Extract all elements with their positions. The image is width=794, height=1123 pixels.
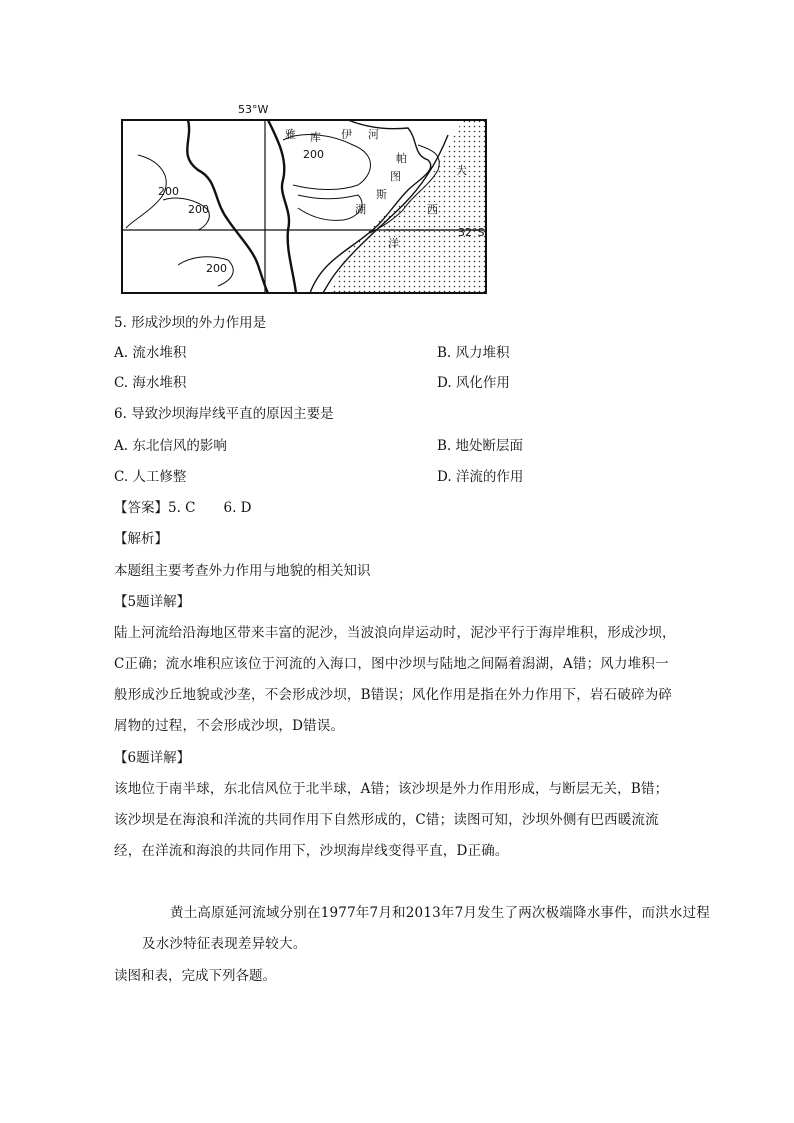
- question-6-stem: 6. 导致沙坝海岸线平直的原因主要是: [114, 406, 334, 422]
- q5-option-d: D. 风化作用: [437, 375, 510, 391]
- next-intro: [114, 898, 710, 960]
- river-name-char: 伊: [341, 128, 352, 141]
- q5-option-a: A. 流水堆积: [114, 345, 187, 361]
- detail-6-text: 该地位于南半球，东北信风位于北半球，A错；该沙坝是外力作用形成，与断层无关，B错；该沙坝是在海浪和洋流的共同作用下自然形成的，C错；读图可知，沙坝外侧有巴西暖流流经，在洋流和海浪的共同作用下，沙坝海岸线变得平直，D正确。: [114, 781, 669, 859]
- coastal-map: [118, 100, 490, 296]
- answer-5: 5. C: [168, 500, 196, 516]
- next-intro-text: 黄土高原延河流域分别在1977年7月和2013年7月发生了两次极端降水事件，而洪水过程及水沙特征表现差异较大。: [142, 905, 710, 952]
- next-instruction: 读图和表，完成下列各题。: [114, 968, 276, 984]
- river-name-char: 库: [310, 131, 321, 144]
- q5-option-b: B. 风力堆积: [437, 345, 510, 361]
- contour-line: [283, 135, 371, 190]
- lake-name-char: 斯: [376, 188, 387, 201]
- analysis-summary: 本题组主要考查外力作用与地貌的相关知识: [114, 563, 371, 579]
- contour-label: 200: [303, 148, 324, 161]
- answer-label: 【答案】: [114, 500, 168, 516]
- detail-5-label: 【5题详解】: [114, 594, 191, 610]
- river-name-char: 雅: [285, 128, 296, 141]
- q6-option-d: D. 洋流的作用: [437, 469, 524, 485]
- river-name-char: 河: [368, 128, 379, 141]
- ocean-name-char: 西: [427, 203, 438, 216]
- lake-name-char: 帕: [396, 152, 407, 165]
- ocean-area: [330, 120, 486, 293]
- contour-label: 200: [158, 185, 179, 198]
- q6-option-b: B. 地处断层面: [437, 438, 524, 454]
- longitude-label: 53°W: [238, 103, 269, 116]
- river-line: [268, 120, 296, 293]
- ocean-name-char: 大: [456, 164, 467, 177]
- answer-line: [114, 498, 252, 518]
- contour-label: 200: [188, 203, 209, 216]
- contour-line: [298, 195, 362, 220]
- q6-option-a: A. 东北信风的影响: [114, 438, 227, 454]
- detail-6-label: 【6题详解】: [114, 750, 191, 766]
- lake-name-char: 湖: [355, 203, 366, 216]
- analysis-label: 【解析】: [114, 531, 168, 547]
- lake-name-char: 图: [390, 170, 401, 183]
- latitude-label: 32°S: [458, 226, 485, 239]
- q6-option-c: C. 人工修整: [114, 469, 187, 485]
- q5-option-c: C. 海水堆积: [114, 375, 187, 391]
- detail-5-text: 陆上河流给沿海地区带来丰富的泥沙，当波浪向岸运动时，泥沙平行于海岸堆积，形成沙坝，C正确；流水堆积应该位于河流的入海口，图中沙坝与陆地之间隔着潟湖，A错；风力堆积一般形成沙丘地貌或沙垄，不会形成沙坝，B错误；风化作用是指在外力作用下，岩石破碎为碎屑物的过程，不会形成沙坝，D错误。: [114, 625, 676, 734]
- answer-6: 6. D: [223, 500, 252, 516]
- question-5-stem: 5. 形成沙坝的外力作用是: [114, 315, 267, 331]
- ocean-name-char: 洋: [388, 237, 399, 250]
- contour-label: 200: [206, 262, 227, 275]
